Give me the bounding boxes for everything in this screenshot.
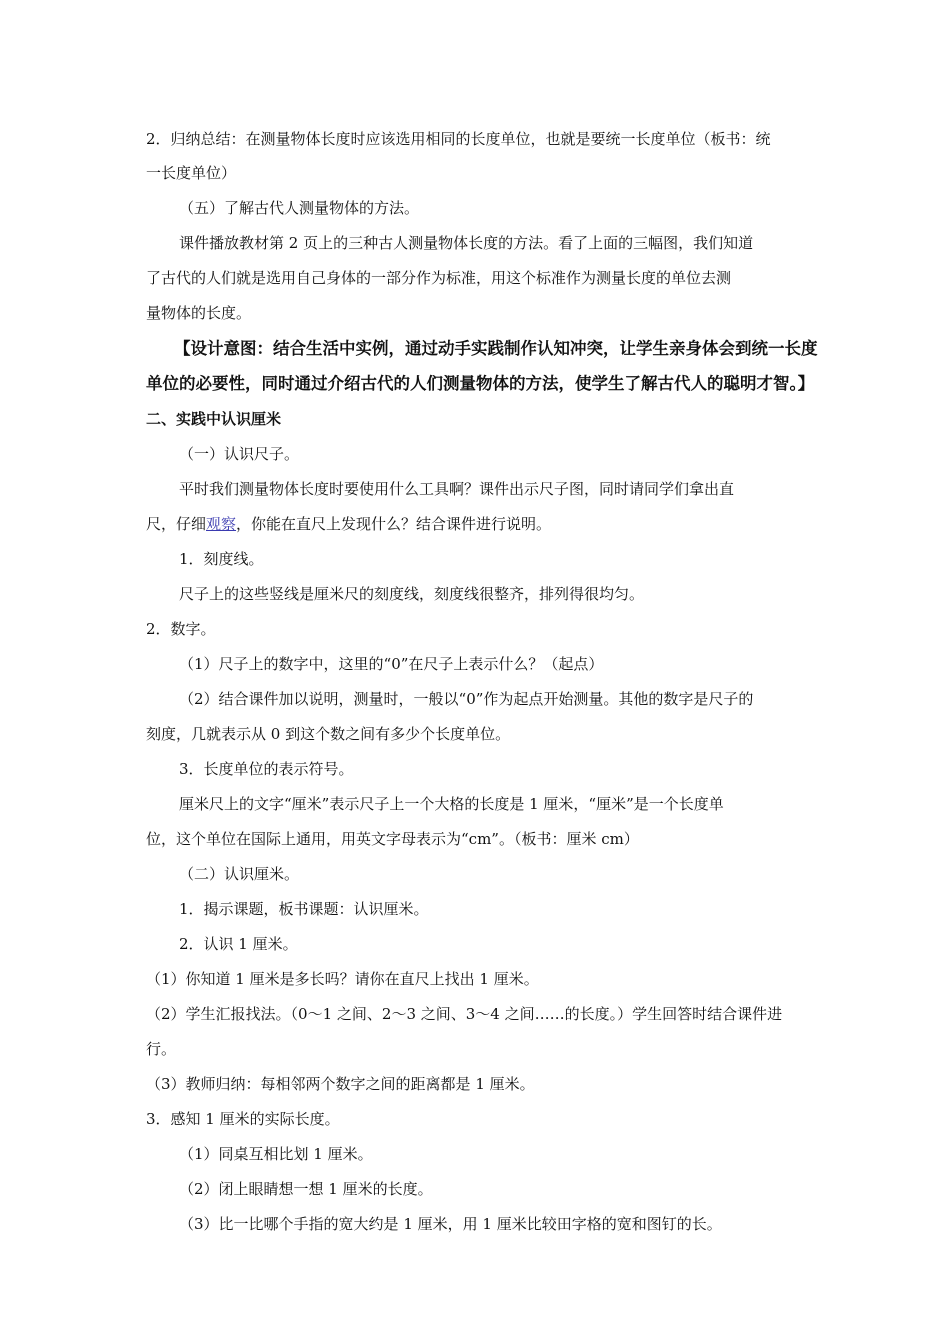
paragraph-ancient-line-2: 了古代的人们就是选用自己身体的一部分作为标准，用这个标准作为测量长度的单位去测: [146, 269, 732, 287]
ruler-line-after: ，你能在直尺上发现什么？结合课件进行说明。: [236, 515, 552, 533]
numbers-item-2-line-2: 刻度，几就表示从 0 到这个数之间有多少个长度单位。: [146, 725, 511, 743]
numbers-item-1: （1）尺子上的数字中，这里的“0”在尺子上表示什么？（起点）: [179, 655, 604, 673]
summary-line-2: 一长度单位）: [146, 164, 237, 182]
scale-line-paragraph: 尺子上的这些竖线是厘米尺的刻度线，刻度线很整齐，排列得很均匀。: [179, 585, 645, 603]
ruler-line-before: 尺，仔细: [146, 515, 207, 533]
numbers-heading: 2．数字。: [146, 620, 216, 638]
design-intent-line-1: 【设计意图：结合生活中实例，通过动手实践制作认知冲突，让学生亲身体会到统一长度: [174, 339, 818, 358]
perceive-length-item-3: （3）比一比哪个手指的宽大约是 1 厘米，用 1 厘米比较田字格的宽和图钉的长。: [179, 1215, 722, 1233]
know-one-cm-sub-3: （3）教师归纳：每相邻两个数字之间的距离都是 1 厘米。: [146, 1075, 535, 1093]
know-one-cm-item: 2．认识 1 厘米。: [179, 935, 298, 953]
unit-symbol-heading: 3．长度单位的表示符号。: [179, 760, 354, 778]
know-one-cm-sub-2-line-2: 行。: [146, 1040, 177, 1058]
know-one-cm-sub-1: （1）你知道 1 厘米是多长吗？请你在直尺上找出 1 厘米。: [146, 970, 539, 988]
design-intent-line-2: 单位的必要性，同时通过介绍古代的人们测量物体的方法，使学生了解古代人的聪明才智。】: [146, 374, 815, 393]
numbers-item-2-line-1: （2）结合课件加以说明，测量时，一般以“0”作为起点开始测量。其他的数字是尺子的: [179, 690, 754, 708]
paragraph-ruler-line-2: [146, 514, 551, 534]
paragraph-ancient-line-1: 课件播放教材第 2 页上的三种古人测量物体长度的方法。看了上面的三幅图，我们知道: [179, 234, 754, 252]
section-one-heading: （一）认识尺子。: [179, 445, 300, 463]
section-two-heading: 二、实践中认识厘米: [146, 410, 282, 428]
reveal-topic-item: 1．揭示课题，板书课题：认识厘米。: [179, 900, 429, 918]
summary-line-1: 2．归纳总结：在测量物体长度时应该选用相同的长度单位，也就是要统一长度单位（板书：统: [146, 130, 771, 148]
paragraph-ancient-line-3: 量物体的长度。: [146, 304, 252, 322]
unit-symbol-line-2: 位，这个单位在国际上通用，用英文字母表示为“cm”。（板书：厘米 cm）: [146, 830, 639, 848]
observe-link[interactable]: 观察: [206, 515, 237, 533]
perceive-length-item-2: （2）闭上眼睛想一想 1 厘米的长度。: [179, 1180, 433, 1198]
scale-line-heading: 1．刻度线。: [179, 550, 264, 568]
section-five-heading: （五）了解古代人测量物体的方法。: [179, 199, 420, 217]
section-two-sub-heading: （二）认识厘米。: [179, 865, 300, 883]
know-one-cm-sub-2-line-1: （2）学生汇报找法。（0～1 之间、2～3 之间、3～4 之间……的长度。）学生回答时结合课件进: [146, 1005, 783, 1023]
perceive-length-heading: 3．感知 1 厘米的实际长度。: [146, 1110, 340, 1128]
unit-symbol-line-1: 厘米尺上的文字“厘米”表示尺子上一个大格的长度是 1 厘米，“厘米”是一个长度单: [179, 795, 724, 813]
perceive-length-item-1: （1）同桌互相比划 1 厘米。: [179, 1145, 373, 1163]
paragraph-ruler-line-1: 平时我们测量物体长度时要使用什么工具啊？课件出示尺子图，同时请同学们拿出直: [179, 480, 735, 498]
